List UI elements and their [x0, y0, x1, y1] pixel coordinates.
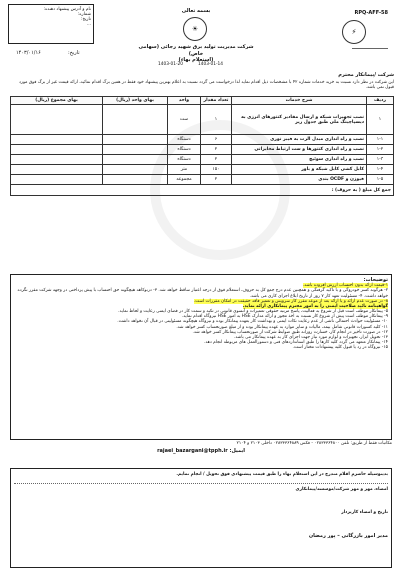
- header: [8, 4, 396, 74]
- sender-box: [8, 4, 94, 44]
- date-label: تاریخ:: [68, 50, 80, 56]
- note-paragraph: ۱۳- تحویل ابزار، تجهیزات و لوازم مورد نیاز جهت اجرای کار به عهده پیمانکار می باشد.: [234, 334, 388, 340]
- form-title: (استعلام بهاء): [178, 56, 214, 63]
- col-header-row-no: ردیف: [367, 97, 394, 105]
- row-no: ۱-۵: [367, 175, 394, 185]
- contact-line: مکاتبات فقط از طریق: تلفن ۰۲۸۳۳۳۶۴۸۰۰ - فکس ۰۲۸۳۳۳۶۴۸۸۹ داخلی ۲۱۰۳ و ۲۱۰۴: [236, 441, 392, 446]
- date-value: ۱۴۰۳/۰۱/۱۶: [16, 50, 41, 56]
- offer-declaration: بدینوسیله حاضرم اقلام مندرج در این استعلام بهاء را طبق قیمت پیشنهادی فوق تحویل / انجام نمایم.: [176, 472, 388, 477]
- total-price-cell[interactable]: [11, 165, 103, 175]
- sender-line: نام و آدرس پیشنهاد دهنده:: [43, 7, 91, 12]
- table-row: [11, 145, 394, 155]
- note-paragraph: ۱۰- مسئولیت حوادث احتمالی ناشی از عدم رعایت نکات ایمنی و بهداشت کار بعهده پیمانکار بوده و نیروگاه هیچگونه مسئولیتی در قبال آن نخواهد داشت.: [117, 319, 388, 325]
- company-name: شرکت مدیریت تولید برق شهید رجائی (سهامی خاص): [138, 44, 254, 57]
- note-paragraph: ۱۵- نیروگاه در رد یا قبول کلیه پیشنهادات مختار است.: [292, 345, 388, 351]
- row-quantity: ۲: [201, 175, 232, 185]
- row-no: ۱-۲: [367, 145, 394, 155]
- footer-signature: [10, 468, 392, 568]
- row-no: ۱-۱: [367, 135, 394, 145]
- row-description: کابل کشی کابل شبکه و باور: [232, 165, 367, 175]
- total-price-cell[interactable]: [11, 145, 103, 155]
- total-price-cell[interactable]: [11, 105, 103, 135]
- unit-price-cell[interactable]: [103, 145, 168, 155]
- row-quantity: ۲: [201, 145, 232, 155]
- left-logo-icon: ⚡: [342, 20, 366, 44]
- notes-title: توضیحات:: [363, 277, 388, 283]
- note-paragraph: ۱۱- کلیه کسورات قانونی شامل بیمه، مالیات و سایر موارد به عهده پیمانکار بوده و از مبلغ صورتحساب کسر خواهد شد.: [176, 324, 388, 330]
- col-header-unit-price: بهای واحد (ریال): [103, 97, 168, 105]
- row-unit: دستگاه: [168, 135, 201, 145]
- company-logo-icon: ☀: [185, 17, 207, 41]
- table-row: [11, 135, 394, 145]
- note-paragraph: ۱۲- در صورت تاخیر در انجام کار، خسارت روزانه طبق ضوابط شرکت از صورتحساب پیمانکار کسر خواهد شد.: [192, 329, 388, 335]
- signature-field[interactable]: [14, 492, 388, 510]
- col-header-description: شرح خدمات: [232, 97, 367, 105]
- unit-price-cell[interactable]: [103, 175, 168, 185]
- table-row: [11, 105, 394, 135]
- row-no: ۱: [367, 105, 394, 135]
- notes-section: [10, 274, 392, 440]
- row-description: نصب و راه اندازی مبدل الرت به فیبر نوری: [232, 135, 367, 145]
- highlighted-note: ۱-قیمت ارائه بدون احتساب ارزش افزوده باشد.: [302, 283, 388, 289]
- note-paragraph: ۱۴- پیمانکار متعهد می گردد کلیه کارها را طبق استانداردهای فنی و دستورالعمل های مربوطه انجام دهد.: [203, 339, 388, 345]
- row-quantity: ۲: [201, 155, 232, 165]
- note-paragraph: ۵- پیمانکار موظف است قبل از شروع به فعالیت، پاسخ مرتبه حقوقی تعمیرات و آنسوی قانونی در تکیه و سمت کار در فضای ایمنی رعایت و لحاظ نماید.: [118, 309, 388, 315]
- unit-price-cell[interactable]: [103, 155, 168, 165]
- unit-price-cell[interactable]: [103, 105, 168, 135]
- row-quantity: ۶: [201, 135, 232, 145]
- form-code: RPQ-AFF-58: [354, 10, 388, 16]
- row-unit: مجموعه: [168, 175, 201, 185]
- row-unit: دستگاه: [168, 155, 201, 165]
- row-no: ۱-۳: [367, 155, 394, 165]
- total-price-cell[interactable]: [11, 175, 103, 185]
- salutation: شرکت /پیمانکار محترم: [338, 72, 394, 78]
- row-unit: دستگاه: [168, 145, 201, 155]
- col-header-unit: واحد: [168, 97, 201, 105]
- row-description: فیوژن و OCDF بندی: [232, 175, 367, 185]
- stamp-date: 1403-01-14: [198, 62, 223, 67]
- table-row: [11, 165, 394, 175]
- note-paragraph: ۲- هرگونه کسر خودروگی و با تاکید گرفتگی و همچنین عدم درج جمع کل به حروف، استعلام فوق از درجه اعتبار ساقط خواهد شد. ۳- درنوکاهه هیچگونه حق احتساب با پیش پرداختی در وجهه شرکت مقرر نگرده خواهد داشت. ۴- مسئولیت تعهد کار ۷ روز از تاریخ ابلاغ اجرای کاری می باشد.: [17, 288, 388, 299]
- total-price-cell[interactable]: [11, 155, 103, 165]
- row-description: نصب و راه اندازی سوئیچ: [232, 155, 367, 165]
- unit-price-cell[interactable]: [103, 135, 168, 145]
- row-unit: متر: [168, 165, 201, 175]
- row-quantity: ۱: [201, 105, 232, 135]
- col-header-quantity: تعداد مقدار: [201, 97, 232, 105]
- services-table: [10, 96, 394, 196]
- col-header-total-price: بهای مجموع (ریال): [11, 97, 103, 105]
- stamp-date: 1403-01-20: [158, 62, 183, 67]
- unit-price-cell[interactable]: [103, 165, 168, 175]
- total-in-words[interactable]: جمع کل مبلغ ( به حروف) :: [11, 185, 394, 196]
- table-row: [11, 175, 394, 185]
- company-stamp-label: امضاء، مهر و مهر شرکت/موسسه/پیمانکاری: [295, 487, 388, 493]
- email-label: ایمیل:: [229, 448, 245, 455]
- highlighted-note: گواهینامه تائید صلاحیت ایمنی را به امور محترم پیمانکاری ارائه نماید.: [242, 303, 388, 309]
- intro-text: این شرکت در نظر دارد نسبت به خرید خدمات شماره ۴۲ با مشخصات ذیل اقدام نماید لذا درخواست می گردد نسبت به اعلام بهترین پیشنهاد خود فقط در همین برگ اقدام نمائید، ارائه قیمت غیر از برگ فوق مورد قبول نمی باشد.: [18, 80, 394, 91]
- row-quantity: ۱۵۰: [201, 165, 232, 175]
- row-description: نصب و راه اندازی کنتورها و ست ارتباط مخابراتی: [232, 145, 367, 155]
- row-description: نصب تجهیزات شبکه و ارسال مقادیر کنتورهای انرژی به دیسپاچینگ ملی طبق جدول زیر: [232, 105, 367, 135]
- row-unit: ست: [168, 105, 201, 135]
- row-no: ۱-۴: [367, 165, 394, 175]
- sender-line: ...: [86, 22, 91, 28]
- email-link[interactable]: rajaei_bazargani@tpph.ir: [157, 448, 228, 455]
- manager-title: مدیر امور بازرگانی – پور رمضان: [308, 533, 388, 540]
- contractor-sign-label: تاریخ و امضاء کاربردار: [341, 510, 388, 516]
- signature-field[interactable]: [14, 515, 388, 533]
- sender-line: شماره:: [77, 12, 91, 18]
- highlighted-note: ۸- در صورت عدم ارائه و یا ارائه بعد از موعد مقرر کار سرویس و تعمیر فاقد حقیقت در امکان مقررات است.: [193, 298, 388, 304]
- sender-line: تاریخ:: [81, 17, 91, 23]
- note-paragraph: ۹- پیمانکار موظف است پیش از شروع کار نسبت به اخذ مجوز و ارائه مدارک HSE به امور HSE نیروگاه اقدام نماید.: [181, 314, 388, 320]
- invocation: بسمه تعالی: [181, 8, 211, 14]
- table-row: [11, 155, 394, 165]
- total-price-cell[interactable]: [11, 135, 103, 145]
